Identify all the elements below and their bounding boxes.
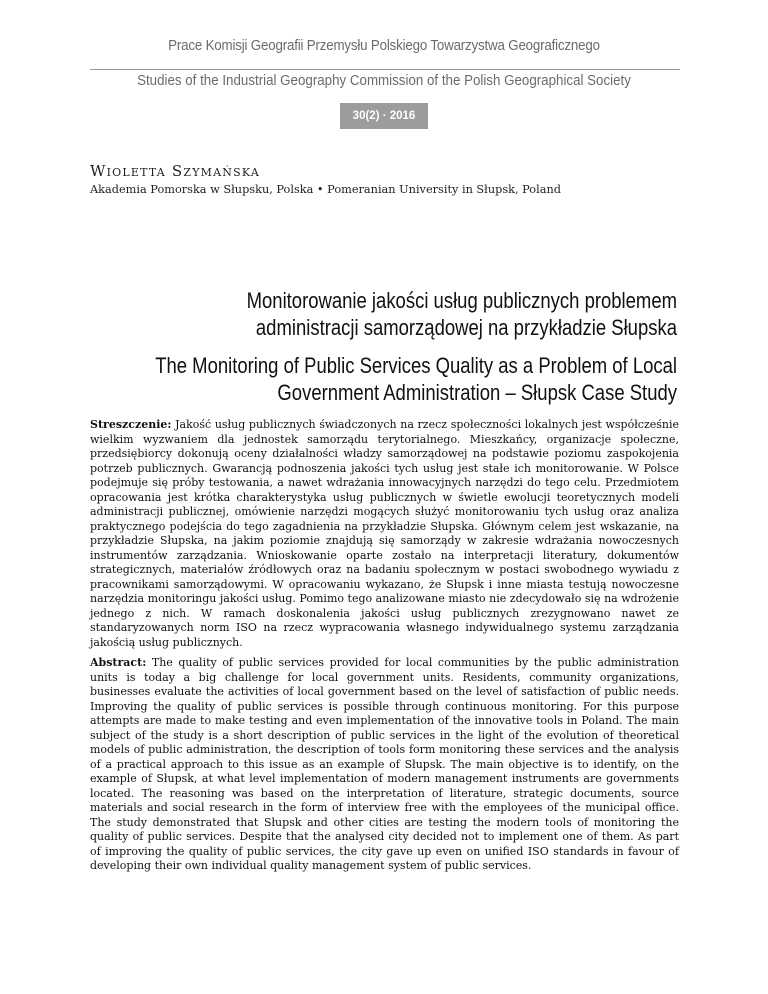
author-affiliation: Akademia Pomorska w Słupsku, Polska • Pomeranian University in Słupsk, Poland: [90, 183, 561, 196]
article-title-pl: Monitorowanie jakości usług publicznych problemem administracji samorządowej na przykładzie Słupska: [246, 288, 677, 340]
issue-badge: 30(2) · 2016: [340, 103, 428, 129]
author-name: Wioletta Szymańska: [90, 162, 260, 180]
abstract-pl-label: Streszczenie:: [90, 418, 172, 431]
abstract-pl: [90, 418, 679, 650]
abstract-en: [90, 656, 679, 874]
header-divider: [90, 69, 680, 70]
article-title-en: The Monitoring of Public Services Quality as a Problem of Local Government Administration – Słupsk Case Study: [155, 353, 677, 405]
abstract-pl-text: Jakość usług publicznych świadczonych na rzecz społeczności lokalnych jest współcześnie wielkim wyzwaniem dla jednostek samorządu terytorialnego. Mieszkańcy, organizacje społeczne, przedsiębiorcy dokonują oceny działalności władzy samorządowej na podstawie poziomu zaspokojenia potrzeb publicznych. Gwarancją podnoszenia jakości tych usług jest stałe ich monitorowanie. W Polsce podejmuje się próby testowania, a nawet wdrażania innowacyjnych narzędzi do tego celu. Przedmiotem opracowania jest krótka charakterystyka usług publicznych w świetle ewolucji teoretycznych modeli administracji publicznej, omówienie narzędzi mogących służyć monitorowaniu tych usług oraz analiza praktycznego podejścia do tego zagadnienia na przykładzie Słupska. Głównym celem jest wskazanie, na przykładzie Słupska, na jakim poziomie znajdują się samorządy w zakresie wdrażania nowoczesnych instrumentów zarządzania. Wnioskowanie oparte zostało na interpretacji literatury, dokumentów strategicznych, materiałów źródłowych oraz na badaniu społecznym w postaci swobodnego wywiadu z pracownikami samorządowymi. W opracowaniu wykazano, że Słupsk i inne miasta testują nowoczesne narzędzia monitoringu jakości usług. Pomimo tego analizowane miasto nie zdecydowało się na wdrożenie jednego z nich. W ramach doskonalenia jakości usług publicznych zrezygnowano nawet ze standaryzowanych norm ISO na rzecz wypracowania własnego indywidualnego systemu zarządzania jakością usług publicznych.: [90, 418, 680, 649]
abstract-en-label: Abstract:: [90, 656, 147, 669]
journal-title-en: Studies of the Industrial Geography Commission of the Polish Geographical Society: [137, 73, 631, 89]
journal-title-pl: Prace Komisji Geografii Przemysłu Polskiego Towarzystwa Geograficznego: [168, 38, 600, 54]
journal-header: [0, 38, 768, 54]
abstract-en-text: The quality of public services provided for local communities by the public administration units is today a big challenge for local government units. Residents, community organizations, businesses evaluate the activities of local government based on the level of satisfaction of public needs. Improving the quality of public services is possible through continuous monitoring. For this purpose attempts are made to make testing and even implementation of the innovative tools in Poland. The main subject of the study is a short description of public services in the light of the evolution of theoretical models of public administration, the description of tools form monitoring these services and the analysis of a practical approach to this issue as an example of Słupsk. The main objective is to identify, on the example of Słupsk, at what level implementation of modern management instruments are governments located. The reasoning was based on the interpretation of literature, strategic documents, source materials and social research in the form of interview free with the employees of the municipal office. The study demonstrated that Słupsk and other cities are testing the modern tools of monitoring the quality of public services. Despite that the analysed city decided not to implement one of them. As part of improving the quality of public services, the city gave up even on unified ISO standards in favour of developing their own individual quality management system of public services.: [90, 656, 679, 872]
